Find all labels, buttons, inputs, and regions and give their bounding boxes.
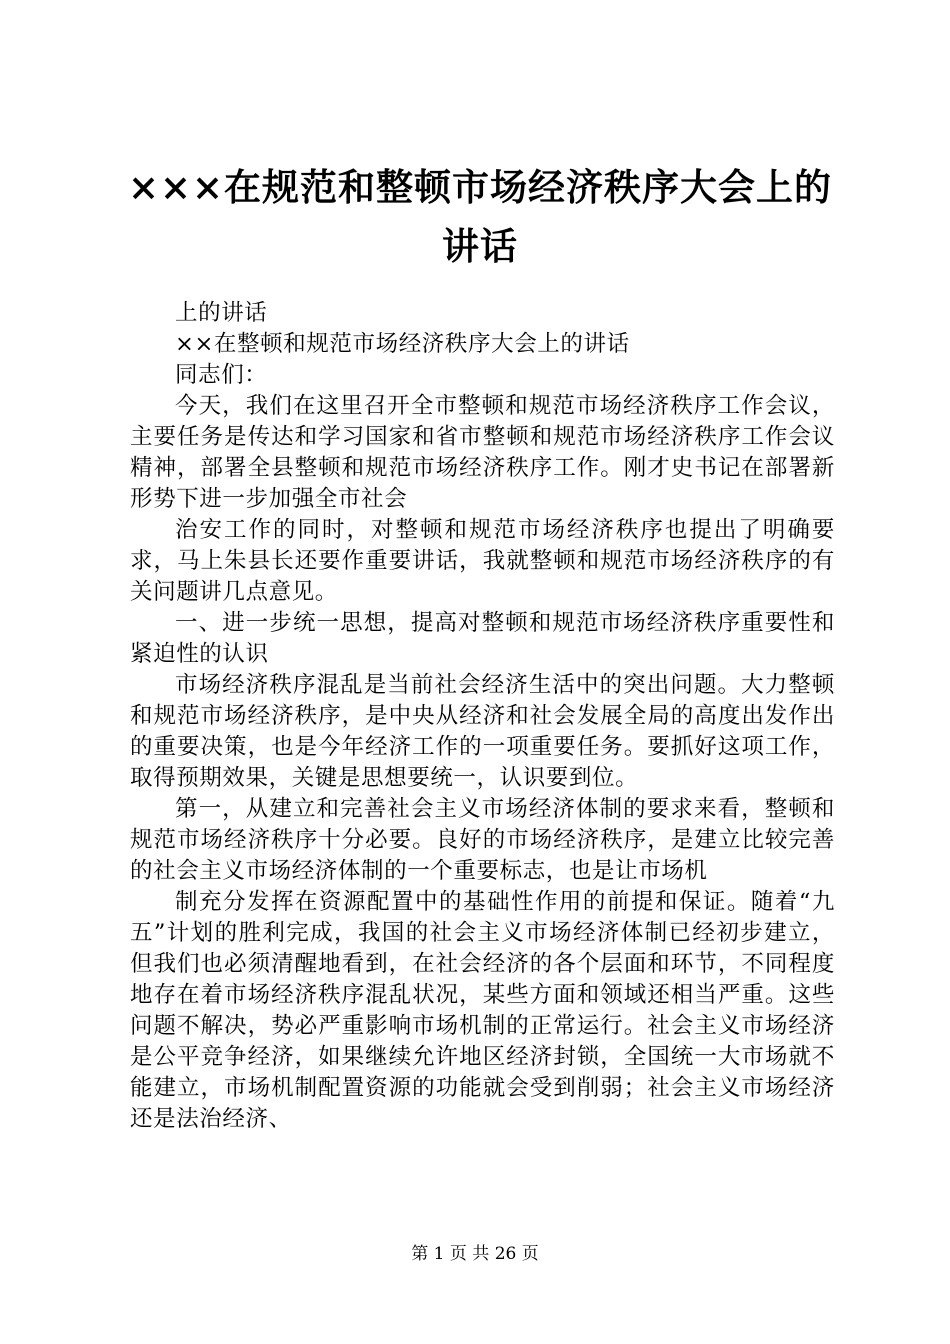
paragraph-subtitle-fragment: 上的讲话 [175,300,268,326]
page-footer: 第 1 页 共 26 页 [411,1244,539,1264]
document-body [130,298,835,1135]
document-title: ×××在规范和整顿市场经济秩序大会上的讲话 [127,165,832,268]
paragraph-intro: 今天，我们在这里召开全市整顿和规范市场经济秩序工作会议，主要任务是传达和学习国家和省市整顿和规范市场经济秩序工作会议精神，部署全县整顿和规范市场经济秩序工作。刚才史书记在部署新形势下进一步加强全市社会 [130,393,835,512]
paragraph-speech-title: ××在整顿和规范市场经济秩序大会上的讲话 [175,331,630,357]
paragraph-section-1: 市场经济秩序混乱是当前社会经济生活中的突出问题。大力整顿和规范市场经济秩序，是中央从经济和社会发展全局的高度出发作出的重要决策，也是今年经济工作的一项重要任务。要抓好这项工作，取得预期效果，关键是思想要统一，认识要到位。 [130,672,835,791]
paragraph-salutation: 同志们： [175,362,268,388]
section-heading-1: 一、进一步统一思想，提高对整顿和规范市场经济秩序重要性和紧迫性的认识 [130,610,835,667]
paragraph-intro-continued: 治安工作的同时，对整顿和规范市场经济秩序也提出了明确要求，马上朱县长还要作重要讲话，我就整顿和规范市场经济秩序的有关问题讲几点意见。 [130,517,835,605]
paragraph-point-1-continued: 制充分发挥在资源配置中的基础性作用的前提和保证。随着“九五”计划的胜利完成，我国的社会主义市场经济体制已经初步建立，但我们也必须清醒地看到，在社会经济的各个层面和环节，不同程度地存在着市场经济秩序混乱状况，某些方面和领域还相当严重。这些问题不解决，势必严重影响市场机制的正常运行。社会主义市场经济是公平竞争经济，如果继续允许地区经济封锁，全国统一大市场就不能建立，市场机制配置资源的功能就会受到削弱；社会主义市场经济还是法治经济、 [130,889,835,1132]
paragraph-point-1: 第一，从建立和完善社会主义市场经济体制的要求来看，整顿和规范市场经济秩序十分必要。良好的市场经济秩序，是建立比较完善的社会主义市场经济体制的一个重要标志，也是让市场机 [130,796,835,884]
